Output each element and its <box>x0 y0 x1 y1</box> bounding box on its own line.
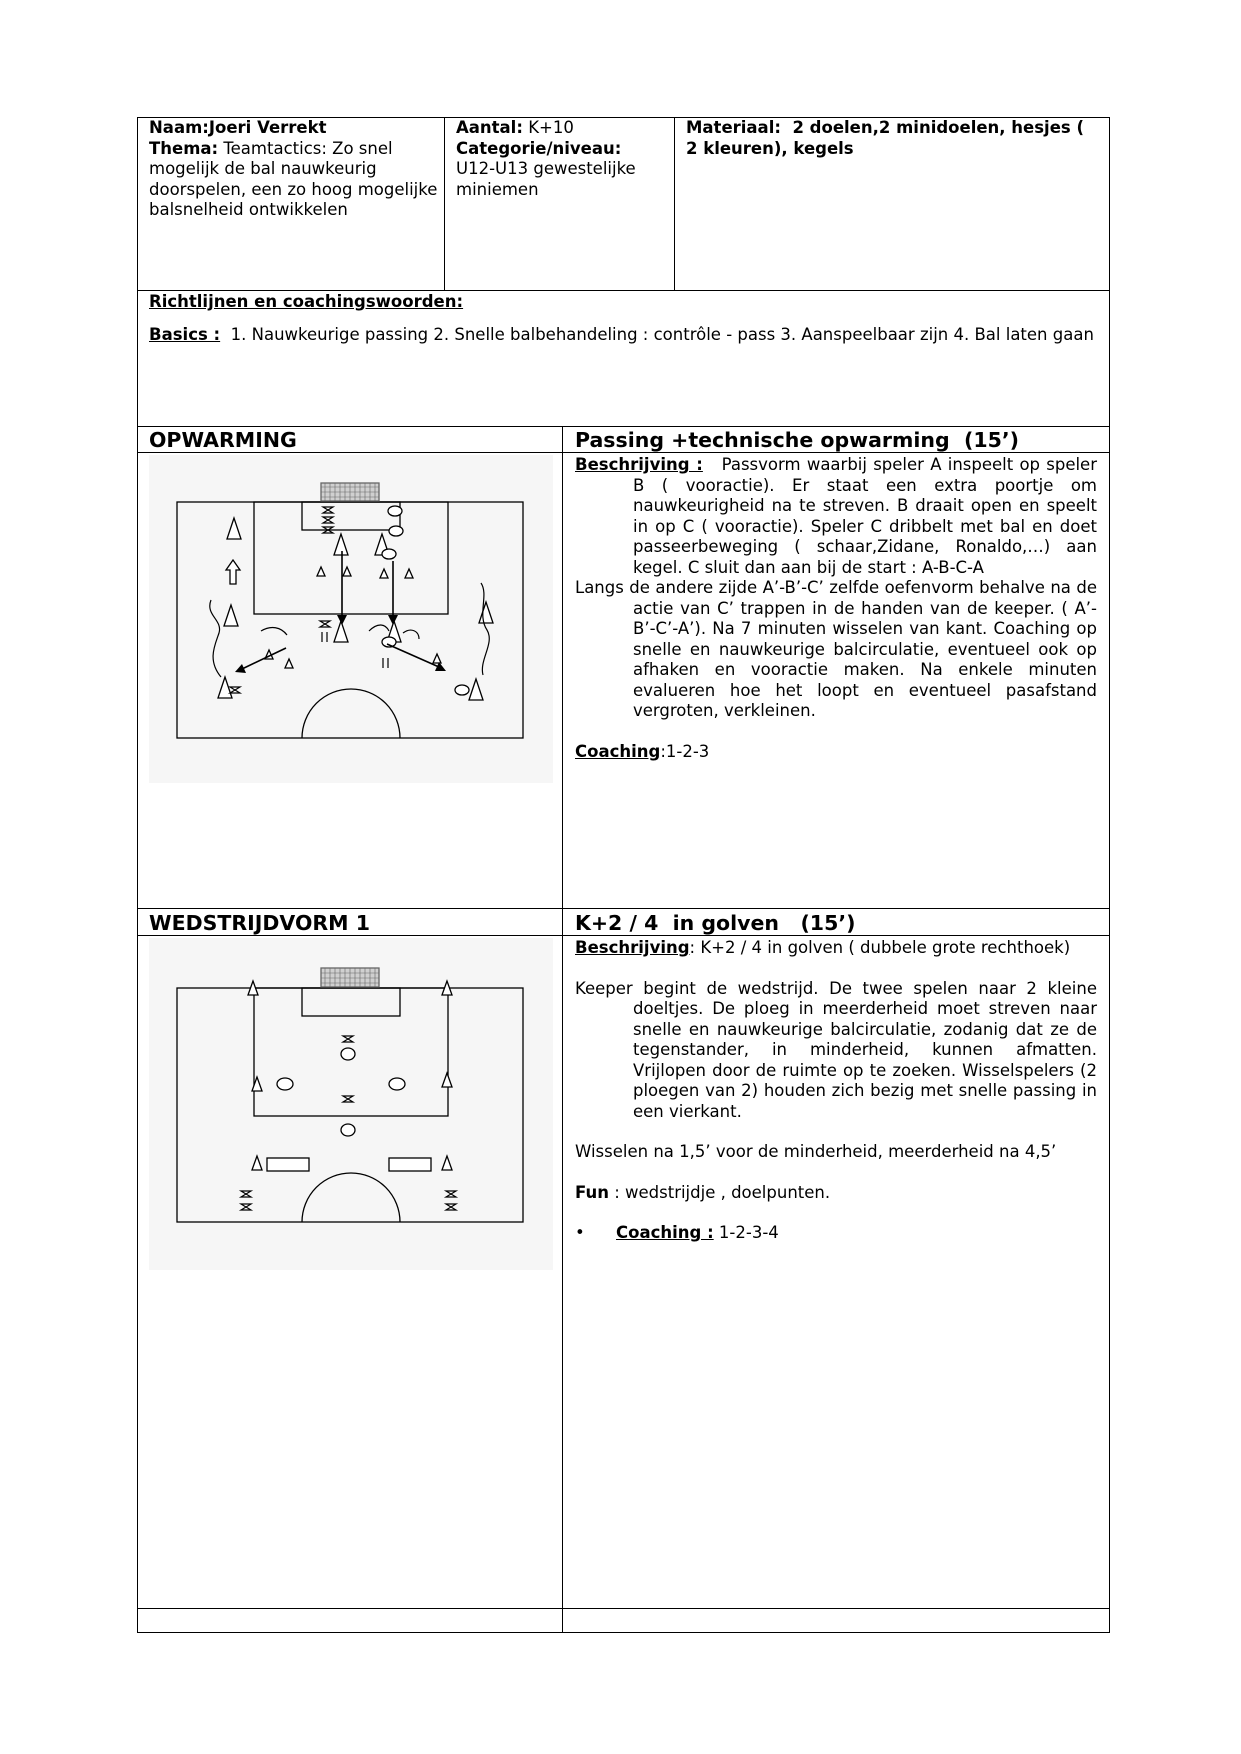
row-divider-5 <box>137 935 1110 936</box>
basics-label: Basics : <box>149 324 221 344</box>
materiaal-value: 2 doelen,2 minidoelen, hesjes ( 2 kleuren), kegels <box>686 118 1085 158</box>
gate-marks <box>383 658 388 668</box>
cone-icon <box>469 679 483 700</box>
coaching-value: :1-2-3 <box>660 741 710 761</box>
goal-area <box>302 502 400 530</box>
small-cone-icon <box>317 567 325 576</box>
cone-icon <box>479 602 493 623</box>
penalty-area <box>254 502 448 614</box>
row-divider-3 <box>137 452 1110 453</box>
opwarming-diagram <box>149 455 553 783</box>
langs-text: Langs de andere zijde A’-B’-C’ zelfde oefenvorm behalve na de actie van C’ trappen in de handen van de keeper. ( A’-B’-C’-A’). Na 7 minuten wisselen van kant. Coaching op snelle en nauwkeurige balcirculatie, eventueel ook op afhaken en vooractie maken. Na enkele minuten evalueren hoe het loopt en eventueel pasafstand vergroten, verkleinen. <box>575 578 1097 720</box>
naam-value: Joeri Verrekt <box>208 118 327 137</box>
player-marker-icon <box>241 1191 251 1197</box>
header-cell-naam <box>149 118 439 221</box>
fun-label: Fun <box>575 1182 609 1202</box>
header-cell-aantal <box>456 118 668 200</box>
header-cell-materiaal <box>686 118 1096 159</box>
dribble-path <box>261 628 287 635</box>
thema-label: Thema: <box>149 138 219 158</box>
field-boundary <box>177 988 523 1222</box>
player-oval-icon <box>389 1078 405 1090</box>
cone-icon <box>227 518 241 539</box>
keeper-text: Keeper begint de wedstrijd. De twee spelen naar 2 kleine doeltjes. De ploeg in meerderheid moet streven naar snelle en nauwkeurige balcirculatie, zodanig dat ze de tegenstander, in minderheid, kunnen afmatten. Vrijlopen door de ruimte op te zoeken. Wisselspelers (2 ploegen van 2) houden zich bezig met snelle passing in een vierkant. <box>575 978 1097 1121</box>
categorie-value: U12-U13 gewestelijke miniemen <box>456 159 636 199</box>
mini-goal-icon <box>389 1158 431 1171</box>
basics-text: 1. Nauwkeurige passing 2. Snelle balbehandeling : contrôle - pass 3. Aanspeelbaar zijn 4. Bal laten gaan <box>230 324 1094 344</box>
wisselen-text: Wisselen na 1,5’ voor de minderheid, meerderheid na 4,5’ <box>575 1142 1057 1161</box>
pass-arrow <box>387 644 439 667</box>
mini-goal-icon <box>267 1158 309 1171</box>
small-cone-icon <box>433 654 441 663</box>
aantal-label: Aantal: <box>456 118 523 137</box>
ball-icon <box>382 549 396 559</box>
wv-coaching-label: Coaching : <box>616 1223 714 1242</box>
beschrijving-label: Beschrijving : <box>575 455 703 474</box>
wv-coaching-value: 1-2-3-4 <box>713 1223 779 1242</box>
player-marker-icon <box>446 1204 456 1210</box>
richtlijnen-title: Richtlijnen en coachingswoorden: <box>149 292 464 311</box>
col-divider-header-2 <box>674 117 675 290</box>
pass-arrow <box>242 648 286 669</box>
player-oval-icon <box>277 1078 293 1090</box>
row-divider-2 <box>137 426 1110 427</box>
player-oval-icon <box>341 1048 355 1060</box>
small-cone-icon <box>380 569 388 578</box>
opwarming-title: OPWARMING <box>149 428 297 452</box>
categorie-label: Categorie/niveau: <box>456 138 622 158</box>
player-marker-icon <box>446 1191 456 1197</box>
small-cone-icon <box>442 1073 452 1087</box>
wedstrijdvorm-right-title: K+2 / 4 in golven (15’) <box>575 911 856 935</box>
col-divider-main <box>562 426 563 1633</box>
cone-icon <box>334 534 348 555</box>
player-marker-icon <box>323 517 333 523</box>
row-divider-4 <box>137 908 1110 909</box>
small-cone-icon <box>343 567 351 576</box>
center-circle <box>302 1173 400 1222</box>
ball-icon <box>388 506 402 516</box>
ball-icon <box>389 526 403 536</box>
dribble-path <box>210 600 221 677</box>
wedstrijdvorm-description <box>575 938 1097 1244</box>
player-marker-icon <box>241 1204 251 1210</box>
coaching-label: Coaching <box>575 741 661 761</box>
opwarming-right-title: Passing +technische opwarming (15’) <box>575 428 1020 452</box>
opwarming-description <box>575 455 1097 762</box>
player-marker-icon <box>230 687 240 693</box>
ball-icon <box>455 685 469 695</box>
col-divider-header-1 <box>444 117 445 290</box>
small-cone-icon <box>285 659 293 668</box>
cone-icon <box>334 621 348 642</box>
row-divider-6 <box>137 1608 1110 1609</box>
bullet-icon: • <box>575 1223 585 1242</box>
naam-label: Naam: <box>149 118 209 137</box>
fun-text: : wedstrijdje , doelpunten. <box>608 1182 831 1202</box>
wv-beschrijving-text: : K+2 / 4 in golven ( dubbele grote rechthoek) <box>689 938 1071 957</box>
small-cone-icon <box>442 1156 452 1170</box>
open-arrow-icon <box>226 560 240 584</box>
wv-beschrijving-label: Beschrijving <box>575 938 690 957</box>
beschrijving-text: Passvorm waarbij speler A inspeelt op speler B ( vooractie). Er staat een extra poortje om nauwkeurigheid na te streven. B draait open en speelt in op C ( vooractie). Speler C dribbelt met bal en doet passeerbeweging ( schaar,Zidane, Ronaldo,…) aan kegel. C sluit dan aan bij de start : A-B-C-A <box>633 455 1097 577</box>
small-cone-icon <box>405 569 413 578</box>
materiaal-label: Materiaal: <box>686 118 781 137</box>
thema-value: Teamtactics: Zo snel mogelijk de bal nauwkeurig doorspelen, een zo hoog mogelijke balsnelheid ontwikkelen <box>149 138 438 219</box>
player-marker-icon <box>343 1036 353 1042</box>
wedstrijdvorm-title: WEDSTRIJDVORM 1 <box>149 911 370 935</box>
richtlijnen-cell <box>149 292 1094 345</box>
dribble-path <box>403 630 419 639</box>
small-cone-icon <box>252 1156 262 1170</box>
row-divider-1 <box>137 290 1110 291</box>
wedstrijdvorm-diagram <box>149 938 553 1270</box>
goal-area <box>302 988 400 1016</box>
player-marker-icon <box>323 507 333 513</box>
player-marker-icon <box>343 1096 353 1102</box>
gate-marks <box>322 632 327 642</box>
center-circle <box>302 689 400 738</box>
dribble-path <box>481 583 489 675</box>
cone-icon <box>224 605 238 626</box>
aantal-value: K+10 <box>528 118 574 137</box>
dribble-path <box>369 625 389 631</box>
player-oval-icon <box>341 1124 355 1136</box>
player-marker-icon <box>320 621 330 627</box>
